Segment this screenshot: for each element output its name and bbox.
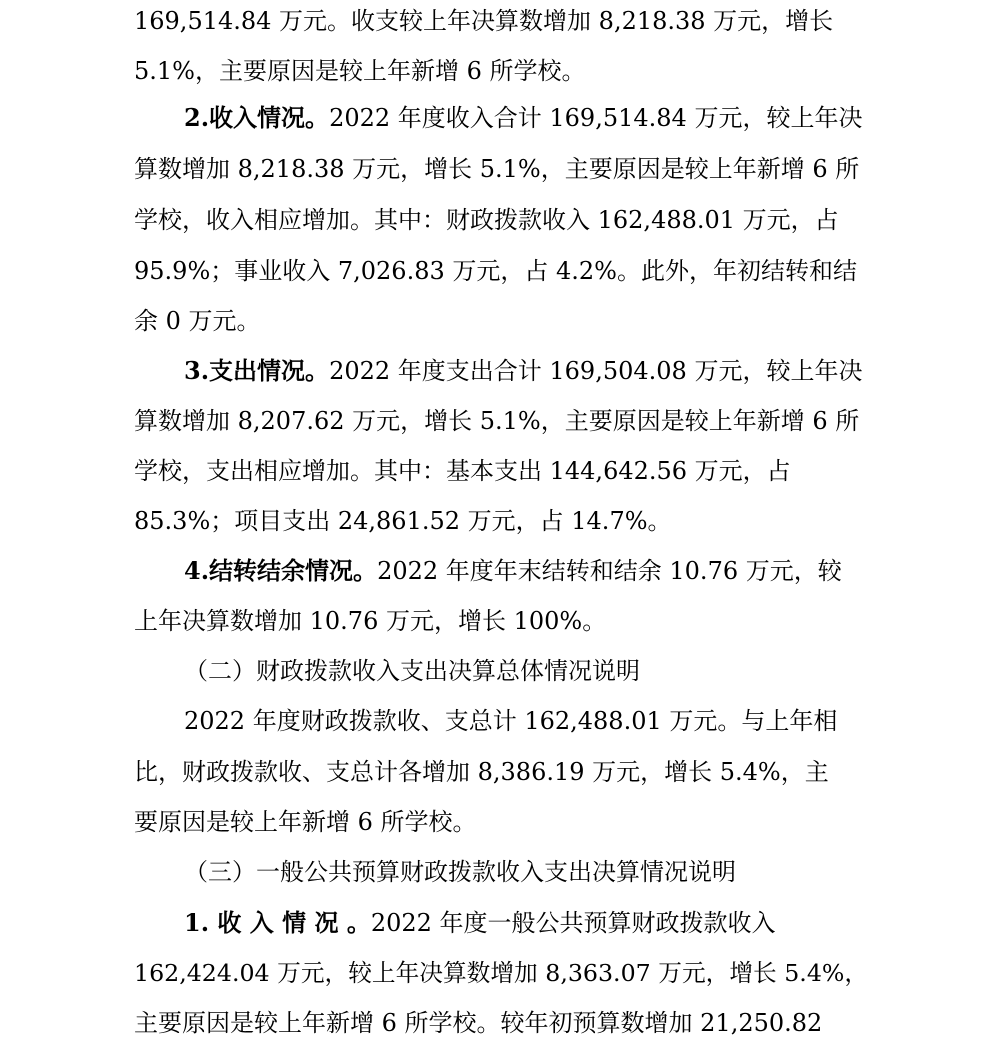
line-text: 上年决算数增加 10.76 万元，增长 100%。: [134, 607, 607, 635]
line-text: 85.3%；项目支出 24,861.52 万元，占 14.7%。: [134, 507, 672, 535]
line-text: 95.9%；事业收入 7,026.83 万元，占 4.2%。此外，年初结转和结: [134, 257, 857, 285]
line-text: 主要原因是较上年新增 6 所学校。较年初预算数增加 21,250.82: [134, 1009, 823, 1037]
line-text: 2022 年度支出合计 169,504.08 万元，较上年决: [329, 357, 863, 385]
line-text: 2022 年度一般公共预算财政拨款收入: [370, 909, 776, 937]
heading-label: 1. 收 入 情 况 。: [184, 908, 371, 937]
paragraph-line: [134, 154, 876, 184]
line-text: （二）财政拨款收入支出决算总体情况说明: [184, 657, 640, 685]
line-text: 算数增加 8,218.38 万元，增长 5.1%，主要原因是较上年新增 6 所: [134, 155, 860, 183]
paragraph-line: [134, 256, 876, 286]
subsection-heading-general-budget: [184, 857, 876, 887]
heading-label: 4.结转结余情况。: [184, 556, 378, 585]
line-text: 余 0 万元。: [134, 307, 261, 335]
line-text: 2022 年度收入合计 169,514.84 万元，较上年决: [329, 104, 863, 132]
line-text: 2022 年度财政拨款收、支总计 162,488.01 万元。与上年相: [184, 707, 838, 735]
paragraph-line: [134, 456, 876, 486]
paragraph-line: [134, 1008, 876, 1038]
heading-label: 2.收入情况。: [184, 103, 330, 132]
paragraph-line: [134, 6, 876, 36]
paragraph-line: [134, 757, 876, 787]
line-text: 169,514.84 万元。收支较上年决算数增加 8,218.38 万元，增长: [134, 7, 834, 35]
line-text: 要原因是较上年新增 6 所学校。: [134, 808, 477, 836]
heading-label: 3.支出情况。: [184, 356, 330, 385]
section-heading-carryover: [184, 556, 876, 586]
paragraph-line: [134, 958, 876, 988]
section-heading-income: [184, 103, 876, 133]
section-heading-budget-income: [184, 908, 876, 938]
line-text: 学校，支出相应增加。其中：基本支出 144,642.56 万元，占: [134, 457, 791, 485]
line-text: （三）一般公共预算财政拨款收入支出决算情况说明: [184, 858, 736, 886]
line-text: 算数增加 8,207.62 万元，增长 5.1%，主要原因是较上年新增 6 所: [134, 407, 860, 435]
paragraph-line: [134, 205, 876, 235]
paragraph-line: [134, 606, 876, 636]
paragraph-line: [134, 506, 876, 536]
paragraph-line: [134, 406, 876, 436]
paragraph-line: [134, 807, 876, 837]
line-text: 学校，收入相应增加。其中：财政拨款收入 162,488.01 万元，占: [134, 206, 839, 234]
line-text: 5.1%，主要原因是较上年新增 6 所学校。: [134, 57, 586, 85]
line-text: 比，财政拨款收、支总计各增加 8,386.19 万元，增长 5.4%，主: [134, 758, 829, 786]
subsection-heading-fiscal-total: [184, 656, 876, 686]
line-text: 2022 年度年末结转和结余 10.76 万元，较: [377, 557, 842, 585]
line-text: 162,424.04 万元，较上年决算数增加 8,363.07 万元，增长 5.4%，: [134, 959, 869, 987]
paragraph-line: [184, 706, 876, 736]
paragraph-line: [134, 56, 876, 86]
paragraph-line: [134, 306, 876, 336]
section-heading-expenditure: [184, 356, 876, 386]
